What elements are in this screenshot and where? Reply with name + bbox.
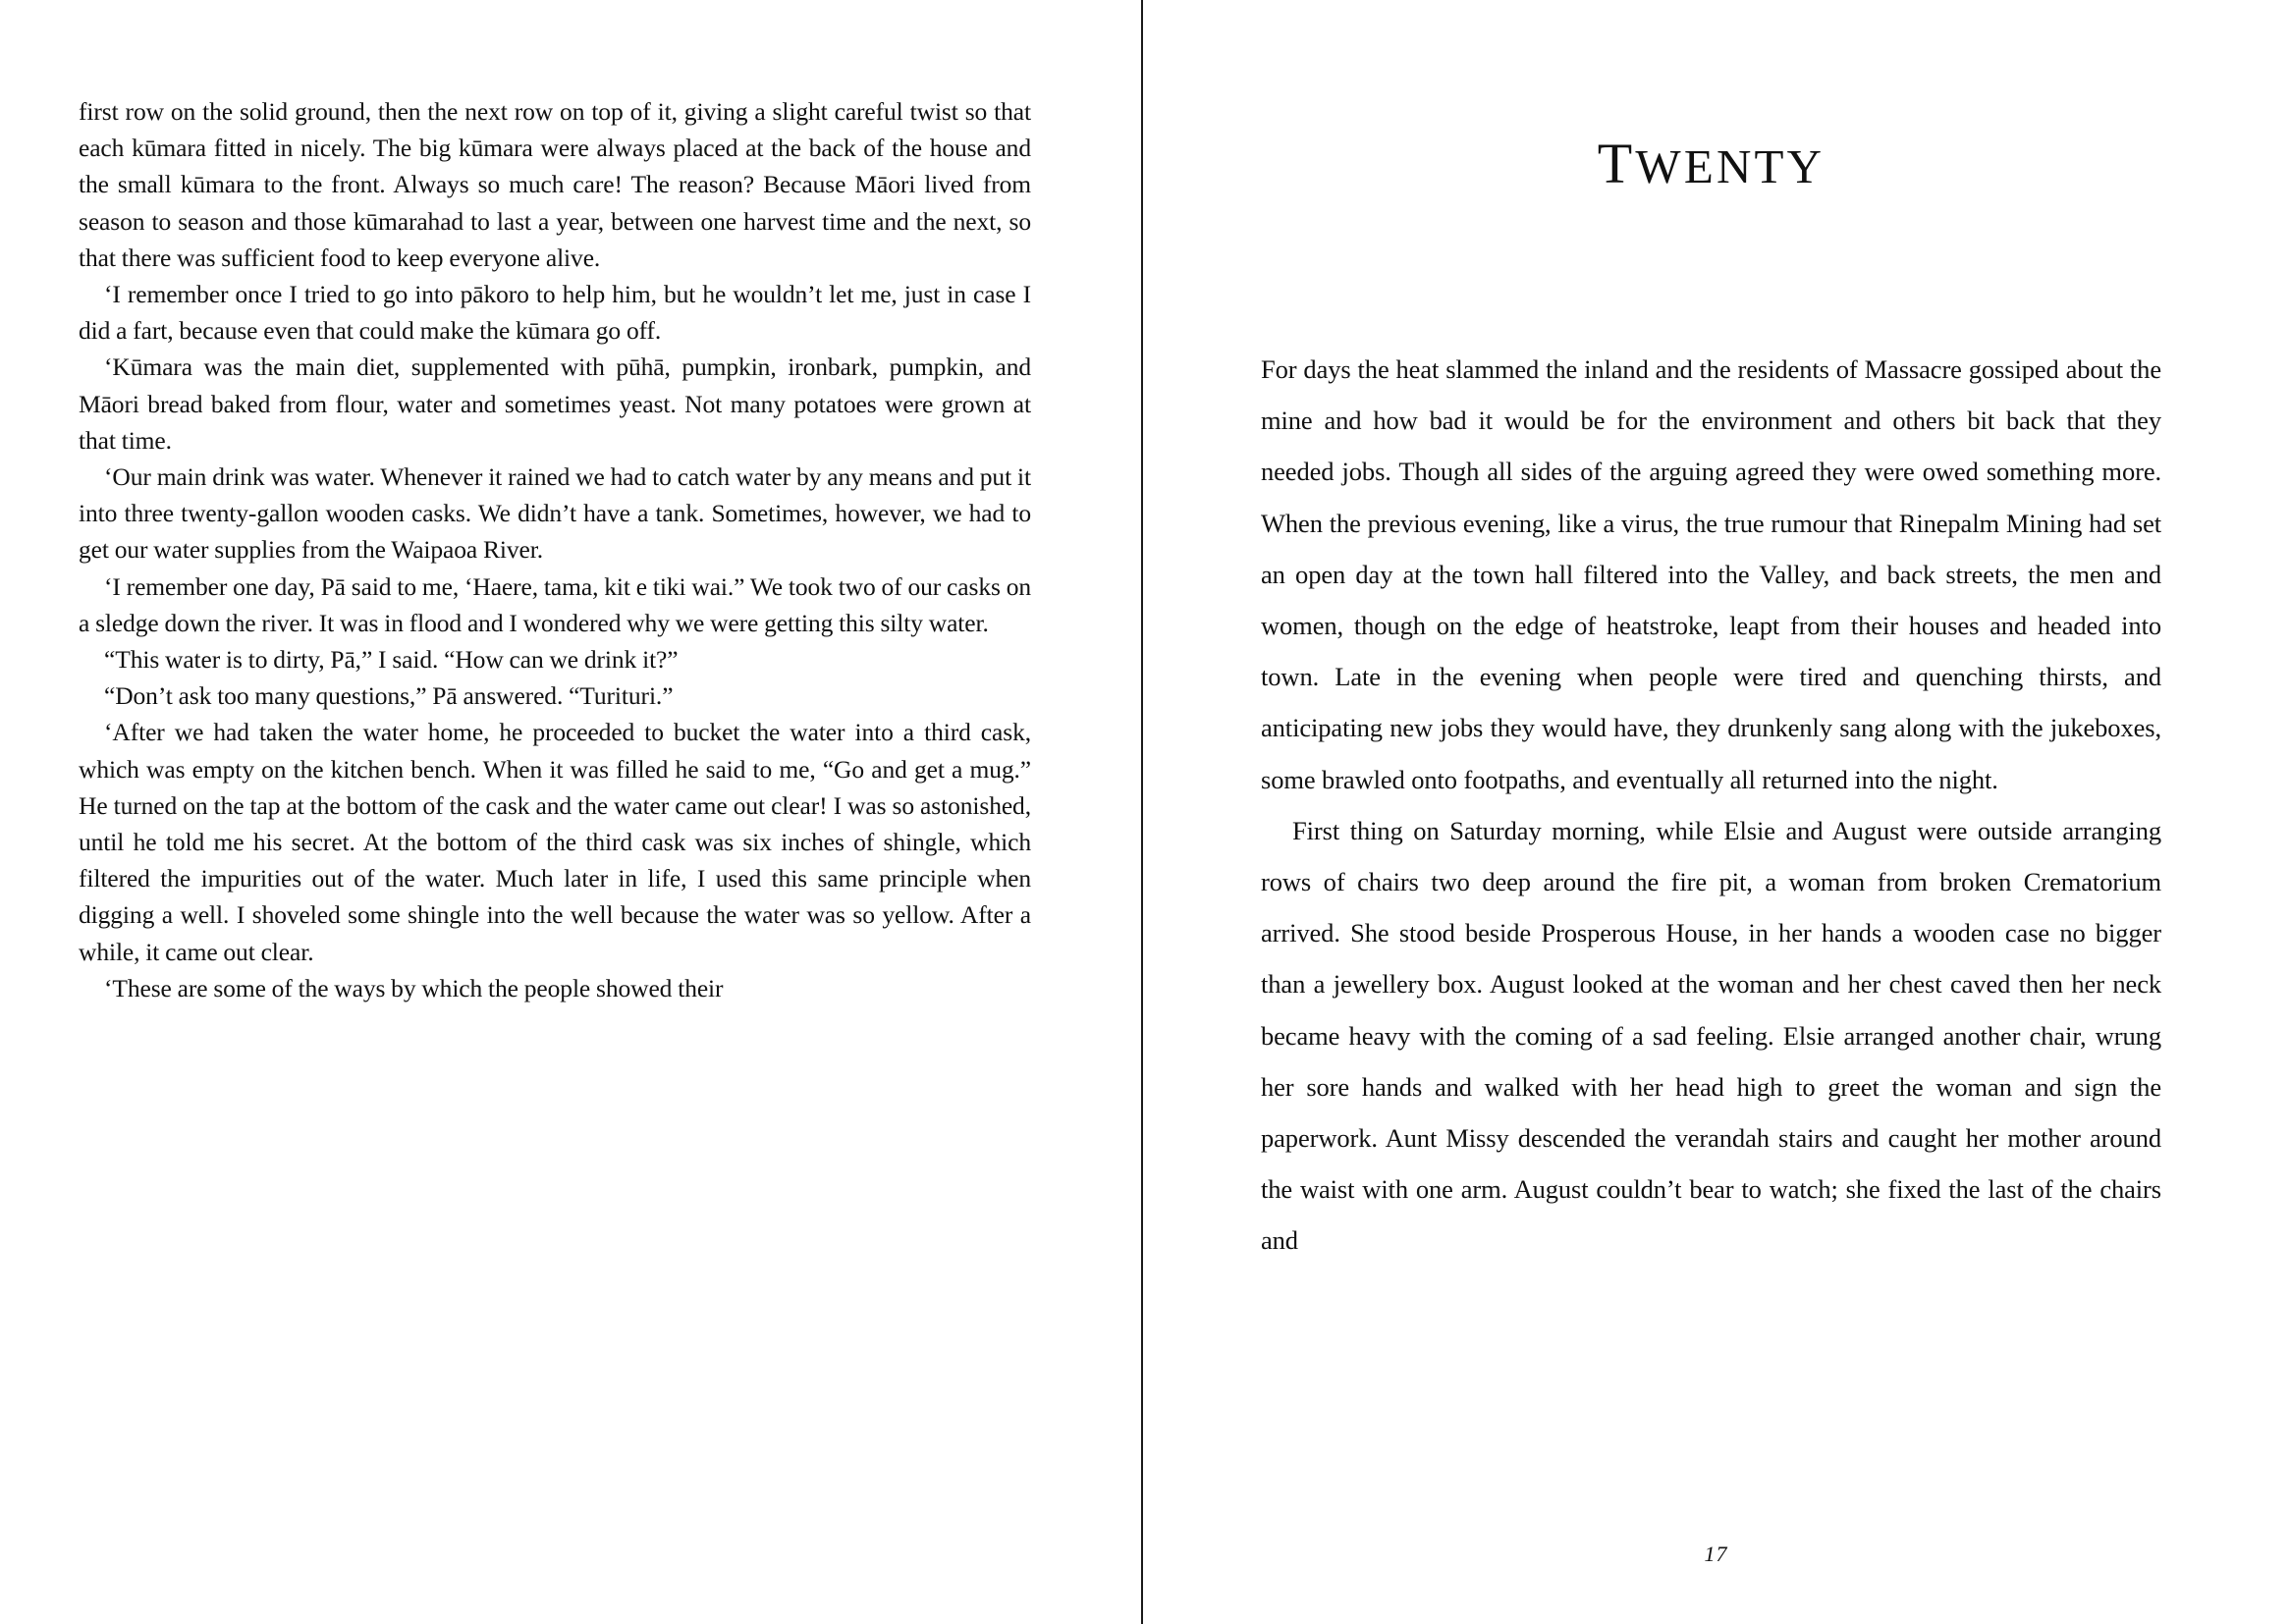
paragraph: ‘I remember one day, Pā said to me, ‘Haere, tama, kit e tiki wai.” We took two of our casks on a sledge down the river. It was in flood and I wondered why we were getting this silty water. (79, 571, 1031, 637)
paragraph: “This water is to dirty, Pā,” I said. “How can we drink it?” (104, 645, 679, 675)
paragraph: For days the heat slammed the inland and the residents of Massacre gossiped about the mine and how bad it would be for the environment and others bit back that they needed jobs. Though all sides of the arguing agreed they were owed something more. When the previous evening, like a virus, the true rumour that Rinepalm Mining had set an open day at the town hall filtered into the Valley, and back streets, the men and women, though on the edge of heatstroke, leapt from their houses and headed into town. Late in the evening when people were tired and quenching thirsts, and anticipating new jobs they would have, they drunkenly sang along with the jukeboxes, some brawled onto footpaths, and eventually all returned into the night. (1261, 354, 2161, 794)
chapter-title-rest: WENTY (1635, 139, 1826, 193)
paragraph: ‘Our main drink was water. Whenever it rained we had to catch water by any means and put it into three twenty-gallon wooden casks. We didn’t have a tank. Sometimes, however, we had to get our water supplies from the Waipaoa River. (79, 462, 1031, 565)
paragraph: first row on the solid ground, then the next row on top of it, giving a slight careful twist so that each kūmara fitted in nicely. The big kūmara were always placed at the back of the house and the small kūmara to the front. Always so much care! The reason? Because Māori lived from season to season and those kūmarahad to last a year, between one harvest time and the next, so that there was sufficient food to keep everyone alive. (79, 97, 1031, 272)
chapter-title (1261, 131, 2161, 196)
page-number: 17 (1704, 1542, 1728, 1566)
left-page (0, 0, 1141, 1624)
paragraph: “Don’t ask too many questions,” Pā answered. “Turituri.” (104, 681, 674, 711)
paragraph: ‘After we had taken the water home, he proceeded to bucket the water into a third cask, which was empty on the kitchen bench. When it was filled he said to me, “Go and get a mug.” He turned on the tap at the bottom of the cask and the water came out clear! I was so astonished, until he told me his secret. At the bottom of the third cask was six inches of shingle, which filtered the impurities out of the water. Much later in life, I used this same principle when digging a well. I shoveled some shingle into the well because the water was so yellow. After a while, it came out clear. (79, 718, 1031, 966)
paragraph: ‘I remember once I tried to go into pākoro to help him, but he wouldn’t let me, just in case I did a fart, because even that could make the kūmara go off. (79, 280, 1031, 346)
chapter-title-initial: T (1597, 132, 1636, 195)
left-page-body (79, 93, 1031, 1006)
right-page-body (1261, 344, 2161, 1267)
right-page (1143, 0, 2289, 1624)
paragraph: ‘These are some of the ways by which the people showed their (104, 973, 724, 1002)
paragraph: ‘Kūmara was the main diet, supplemented with pūhā, pumpkin, ironbark, pumpkin, and Māori bread baked from flour, water and sometimes yeast. Not many potatoes were grown at that time. (79, 352, 1031, 455)
paragraph: First thing on Saturday morning, while Elsie and August were outside arranging rows of chairs two deep around the fire pit, a woman from broken Crematorium arrived. She stood beside Prosperous House, in her hands a wooden case no bigger than a jewellery box. August looked at the woman and her chest caved then her neck became heavy with the coming of a sad feeling. Elsie arranged another chair, wrung her sore hands and walked with her head high to greet the woman and sign the paperwork. Aunt Missy descended the verandah stairs and caught her mother around the waist with one arm. August couldn’t bear to watch; she fixed the last of the chairs and (1261, 815, 2161, 1256)
